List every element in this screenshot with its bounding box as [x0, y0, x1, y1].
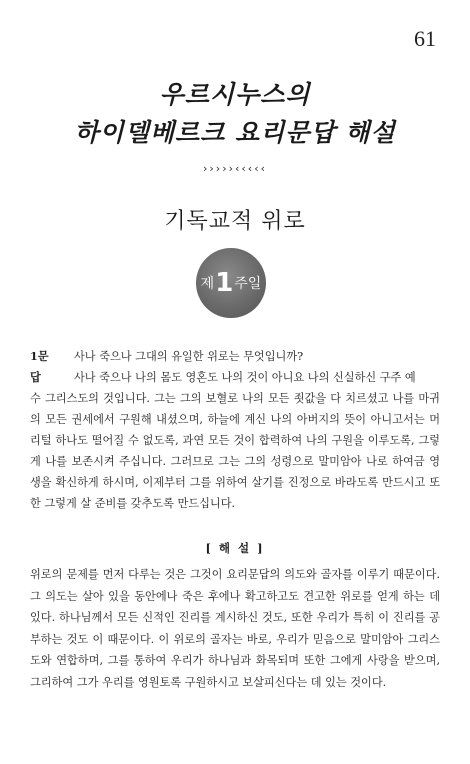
question-label: 1문 [30, 349, 49, 363]
answer-first-line: 사나 죽으나 나의 몸도 영혼도 나의 것이 아니요 나의 신실하신 구주 예 [74, 371, 416, 384]
commentary-heading: [ 해 설 ] [205, 541, 265, 555]
week-badge [196, 248, 266, 318]
book-title [0, 76, 470, 152]
section-title: 기독교적 위로 [164, 209, 306, 234]
question-answer [30, 346, 440, 514]
ornament-divider: ›››››‹‹‹‹‹ [203, 162, 267, 175]
answer-text: 수 그리스도의 것입니다. 그는 그의 보혈로 나의 모든 죗값을 다 치르셨고 나를 마귀의 모든 권세에서 구원해 내셨으며, 하늘에 계신 나의 아버지의 뜻이 아니고서는 머리털 하나도 떨어질 수 없도록, 과연 모든 것이 합력하여 나의 구원을 이루도록, 그렇게 나를 보존시켜 주십니다. 그러므로 그는 그의 성령으로 말미암아 나로 하여금 영생을 확신하게 하시며, 이제부터 그를 위하여 살기를 진정으로 바라도록 만드시고 또한 그렇게 살 준비를 갖추도록 만드십니다. [30, 392, 440, 510]
title-line-2: 하이델베르크 요리문답 해설 [74, 118, 396, 147]
week-badge-prefix: 제 [200, 276, 215, 292]
week-badge-number: 1 [215, 268, 234, 298]
week-badge-suffix: 주일 [234, 276, 262, 292]
answer [30, 367, 440, 388]
question-text: 사나 죽으나 그대의 유일한 위로는 무엇입니까? [74, 350, 304, 363]
page-number: 61 [414, 26, 436, 51]
title-line-1: 우르시누스의 [159, 80, 311, 109]
question [30, 346, 440, 367]
commentary-text: 위로의 문제를 먼저 다루는 것은 그것이 요리문답의 의도와 골자를 이루기 때문이다. 그 의도는 살아 있을 동안에나 죽은 후에나 확고하고도 견고한 위로를 얻게 하는 데 있다. 하나님께서 모든 신적인 진리를 계시하신 것도, 또한 우리가 특히 이 진리를 공부하는 것도 이 때문이다. 이 위로의 골자는 바로, 우리가 믿음으로 말미암아 그리스도와 연합하며, 그를 통하여 우리가 하나님과 화목되며 또한 그에게 사랑을 받으며, 그리하여 그가 우리를 영원토록 구원하시고 보살피신다는 데 있는 것이다. [30, 568, 440, 689]
answer-label: 답 [30, 370, 41, 384]
